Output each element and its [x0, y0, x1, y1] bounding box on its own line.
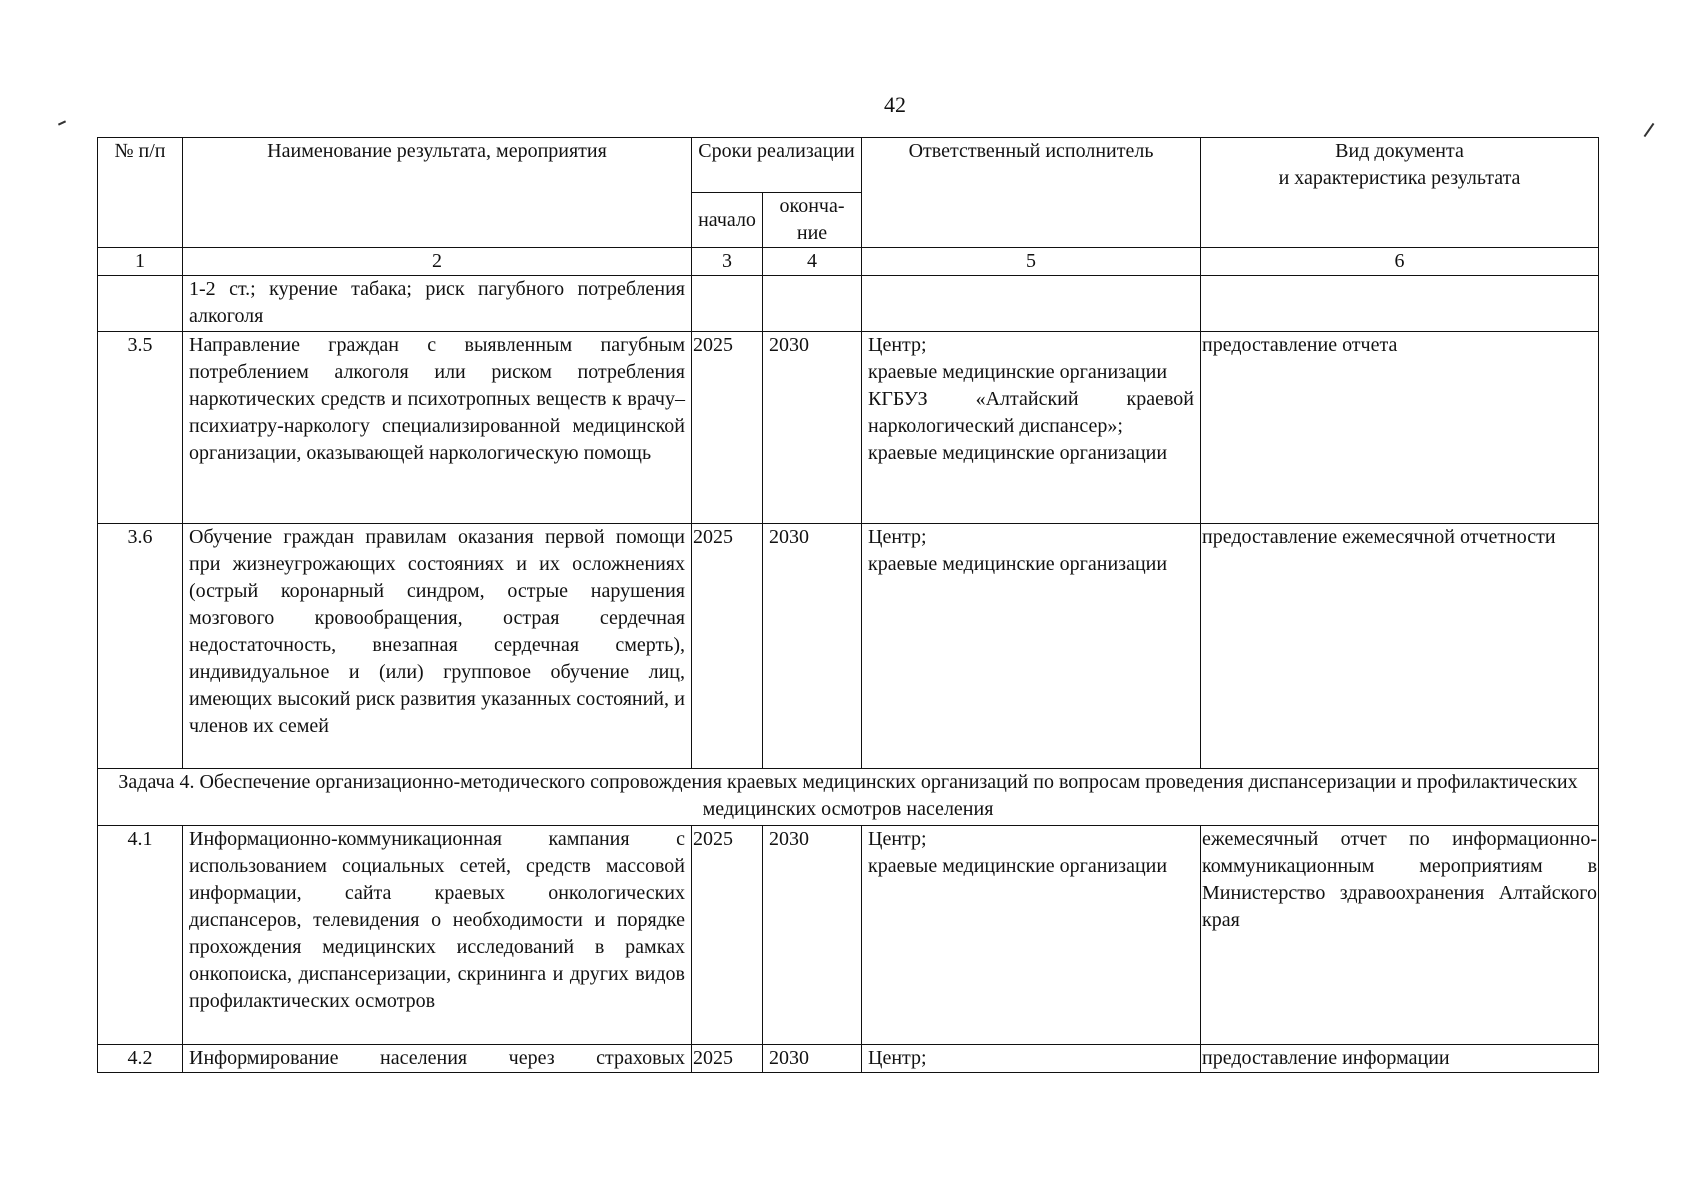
row-start: 2025 [692, 1045, 763, 1073]
row-num [98, 276, 183, 332]
executor-line: КГБУЗ «Алтайский краевой наркологический диспансер»; [868, 388, 1195, 437]
row-start: 2025 [692, 524, 763, 769]
row-executor [862, 332, 1201, 524]
row-start: 2025 [692, 826, 763, 1045]
executor-line: краевые медицинские организации [868, 442, 1168, 464]
header-start: начало [692, 193, 763, 248]
row-end: 2030 [763, 524, 862, 769]
executor-line: Центр; [868, 334, 927, 356]
column-number: 6 [1201, 248, 1599, 276]
row-num: 3.6 [98, 524, 183, 769]
header-terms: Сроки реализации [692, 138, 862, 193]
row-name: Обучение граждан правилам оказания первой помощи при жизнеугрожающих состояниях и их осложнениях (острый коронарный синдром, острые нарушения мозгового кровообращения, острая сердечная недостаточность, внезапная сердечная смерть), индивидуальное и (или) групповое обучение лиц, имеющих высокий риск развития указанных состояний, и членов их семей [183, 524, 692, 769]
row-doc: предоставление отчета [1201, 332, 1599, 524]
header-end: оконча-ние [763, 193, 862, 248]
header-doc-line2: и характеристика результата [1278, 167, 1521, 189]
plan-table [97, 137, 1599, 1073]
task-row [98, 769, 1599, 826]
page-number: 42 [884, 92, 906, 117]
table-row [98, 524, 1599, 769]
row-doc [1201, 276, 1599, 332]
row-end [763, 276, 862, 332]
header-doc [1201, 138, 1599, 248]
row-name: Информационно-коммуникационная кампания с использованием социальных сетей, средств массовой информации, сайта краевых онкологических диспансеров, телевидения о необходимости и порядке прохождения медицинских исследований в рамках онкопоиска, диспансеризации, скрининга и других видов профилактических осмотров [183, 826, 692, 1045]
scan-mark-right [1644, 123, 1655, 137]
table-row [98, 1045, 1599, 1073]
header-doc-line1: Вид документа [1335, 140, 1464, 162]
row-end: 2030 [763, 332, 862, 524]
column-number: 2 [183, 248, 692, 276]
header-executor: Ответственный исполнитель [862, 138, 1201, 248]
task-4-heading: Задача 4. Обеспечение организационно-методического сопровождения краевых медицинских организаций по вопросам проведения диспансеризации и профилактических медицинских осмотров населения [98, 769, 1599, 826]
column-number: 4 [763, 248, 862, 276]
row-num: 3.5 [98, 332, 183, 524]
row-executor [862, 826, 1201, 1045]
executor-line: краевые медицинские организации [868, 855, 1168, 877]
executor-line: Центр; [868, 526, 927, 548]
executor-line: Центр; [868, 828, 927, 850]
column-number: 3 [692, 248, 763, 276]
column-number: 5 [862, 248, 1201, 276]
table-row [98, 332, 1599, 524]
header-row [98, 138, 1599, 193]
row-executor [862, 524, 1201, 769]
row-num: 4.1 [98, 826, 183, 1045]
row-doc: предоставление информации [1201, 1045, 1599, 1073]
row-doc: предоставление ежемесячной отчетности [1201, 524, 1599, 769]
table-row [98, 826, 1599, 1045]
header-name: Наименование результата, мероприятия [183, 138, 692, 248]
header-num: № п/п [98, 138, 183, 248]
executor-line: краевые медицинские организации [868, 553, 1168, 575]
column-numbers-row [98, 248, 1599, 276]
row-doc: ежемесячный отчет по информационно-коммуникационным мероприятиям в Министерство здравоохранения Алтайского края [1201, 826, 1599, 1045]
row-executor [862, 276, 1201, 332]
row-executor: Центр; [862, 1045, 1201, 1073]
executor-line: краевые медицинские организации [868, 361, 1168, 383]
row-num: 4.2 [98, 1045, 183, 1073]
table-row [98, 276, 1599, 332]
scan-mark-left [58, 120, 66, 125]
row-start [692, 276, 763, 332]
row-start: 2025 [692, 332, 763, 524]
row-name: Направление граждан с выявленным пагубным потреблением алкоголя или риском потребления наркотических средств и психотропных веществ к врачу–психиатру-наркологу специализированной медицинской организации, оказывающей наркологическую помощь [183, 332, 692, 524]
row-end: 2030 [763, 826, 862, 1045]
row-name: Информирование населения через страховых [183, 1045, 692, 1073]
column-number: 1 [98, 248, 183, 276]
row-end: 2030 [763, 1045, 862, 1073]
row-name: 1-2 ст.; курение табака; риск пагубного потребления алкоголя [183, 276, 692, 332]
